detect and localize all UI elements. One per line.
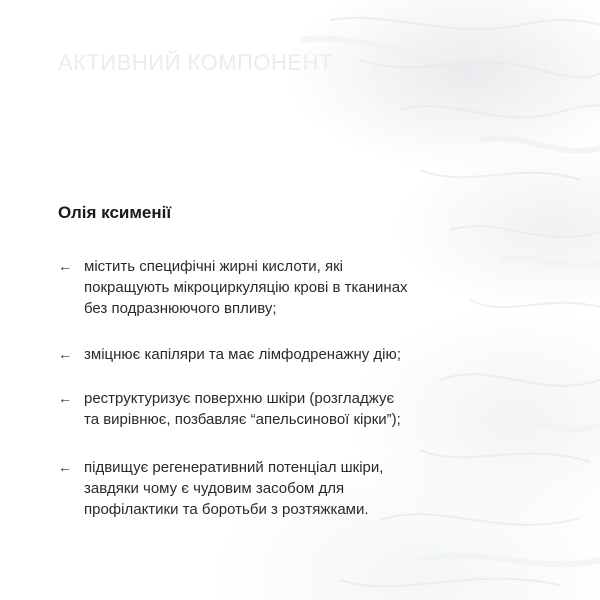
ingredient-title: Олія ксименії [58, 203, 172, 222]
list-item [58, 256, 558, 319]
list-item-text [84, 388, 401, 430]
list-item [58, 388, 558, 430]
arrow-left-icon: ← [58, 390, 72, 406]
section-heading-label: АКТИВНИЙ КОМПОНЕНТ [58, 50, 333, 75]
list-item-line: профілактики та боротьби з розтяжками. [84, 501, 369, 518]
arrow-left-icon: ← [58, 346, 72, 362]
arrow-left-icon: ← [58, 258, 72, 274]
list-item [58, 344, 558, 365]
list-item-text [84, 457, 383, 520]
arrow-left-icon: ← [58, 459, 72, 475]
list-item-line: зміцнює капіляри та має лімфодренажну дію; [84, 346, 401, 363]
list-item-text [84, 344, 401, 365]
list-item-line: містить специфічні жирні кислоти, які [84, 258, 343, 275]
list-item-text [84, 256, 408, 319]
list-item-line: без подразнюючого впливу; [84, 300, 277, 317]
list-item-line: покращують мікроциркуляцію крові в тканинах [84, 279, 408, 296]
list-item [58, 457, 558, 520]
list-item-line: реструктуризує поверхню шкіри (розгладжує [84, 390, 395, 407]
list-item-line: підвищує регенеративний потенціал шкіри, [84, 459, 384, 476]
list-item-line: та вирівнює, позбавляє “апельсинової кірки”); [84, 411, 401, 428]
list-item-line: завдяки чому є чудовим засобом для [84, 480, 345, 497]
